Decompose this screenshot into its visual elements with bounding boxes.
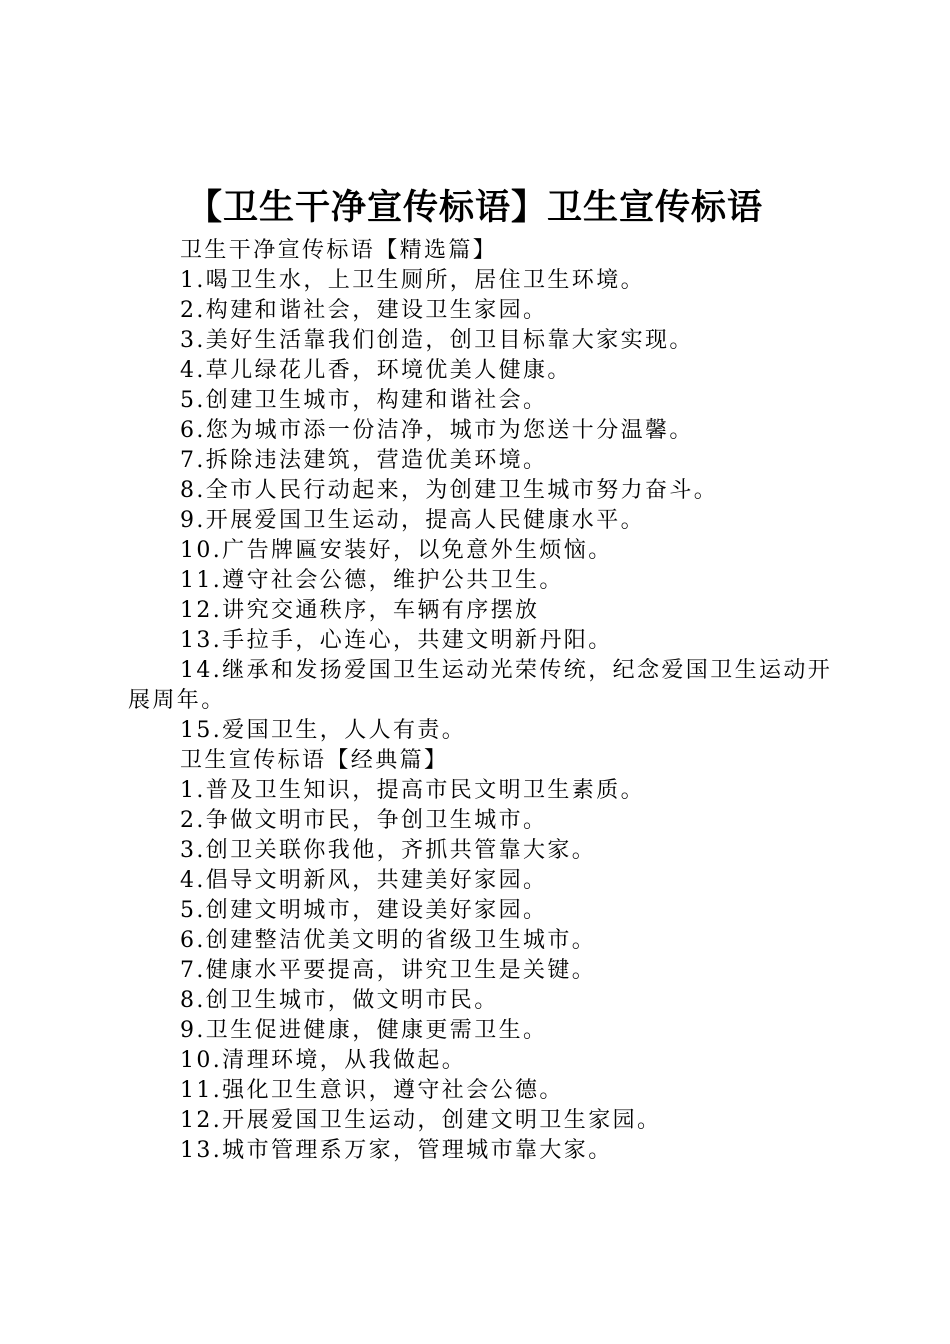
slogan-line: 10.清理环境，从我做起。 [180,1048,467,1073]
slogan-line: 15.爱国卫生，人人有责。 [180,718,467,743]
slogan-line: 10.广告牌匾安装好，以免意外生烦恼。 [180,538,613,563]
slogan-line: 11.遵守社会公德，维护公共卫生。 [180,568,564,593]
slogan-line: 1.喝卫生水，上卫生厕所，居住卫生环境。 [180,268,645,293]
document-body [128,236,840,1166]
slogan-line: 8.创卫生城市，做文明市民。 [180,988,499,1013]
slogan-line: 6.您为城市添一份洁净，城市为您送十分温馨。 [180,418,694,443]
slogan-line: 11.强化卫生意识，遵守社会公德。 [180,1078,564,1103]
slogan-line: 4.草儿绿花儿香，环境优美人健康。 [180,358,572,383]
slogan-line: 13.手拉手，心连心，共建文明新丹阳。 [180,628,613,653]
slogan-line: 12.讲究交通秩序，车辆有序摆放 [180,598,540,623]
slogan-line: 8.全市人民行动起来，为创建卫生城市努力奋斗。 [180,478,719,503]
slogan-line: 7.健康水平要提高，讲究卫生是关键。 [180,958,597,983]
section-heading-classic: 卫生宣传标语【经典篇】 [180,748,449,773]
slogan-line: 7.拆除违法建筑，营造优美环境。 [180,448,548,473]
slogan-line: 12.开展爱国卫生运动，创建文明卫生家园。 [180,1108,662,1133]
slogan-line: 2.构建和谐社会，建设卫生家园。 [180,298,548,323]
slogan-line: 13.城市管理系万家，管理城市靠大家。 [180,1138,613,1163]
slogan-line: 5.创建文明城市，建设美好家园。 [180,898,548,923]
slogan-line: 1.普及卫生知识，提高市民文明卫生素质。 [180,778,645,803]
slogan-line: 9.开展爱国卫生运动，提高人民健康水平。 [180,508,645,533]
slogan-line: 6.创建整洁优美文明的省级卫生城市。 [180,928,597,953]
slogan-line: 14.继承和发扬爱国卫生运动光荣传统，纪念爱国卫生运动开展周年。 [128,658,833,713]
slogan-line: 4.倡导文明新风，共建美好家园。 [180,868,548,893]
slogan-line: 2.争做文明市民，争创卫生城市。 [180,808,548,833]
slogan-line: 3.美好生活靠我们创造，创卫目标靠大家实现。 [180,328,694,353]
slogan-line: 5.创建卫生城市，构建和谐社会。 [180,388,548,413]
section-heading-selected: 卫生干净宣传标语【精选篇】 [180,238,498,263]
slogan-line: 9.卫生促进健康，健康更需卫生。 [180,1018,548,1043]
slogan-line: 3.创卫关联你我他，齐抓共管靠大家。 [180,838,597,863]
document-title: 【卫生干净宣传标语】卫生宣传标语 [186,188,763,228]
